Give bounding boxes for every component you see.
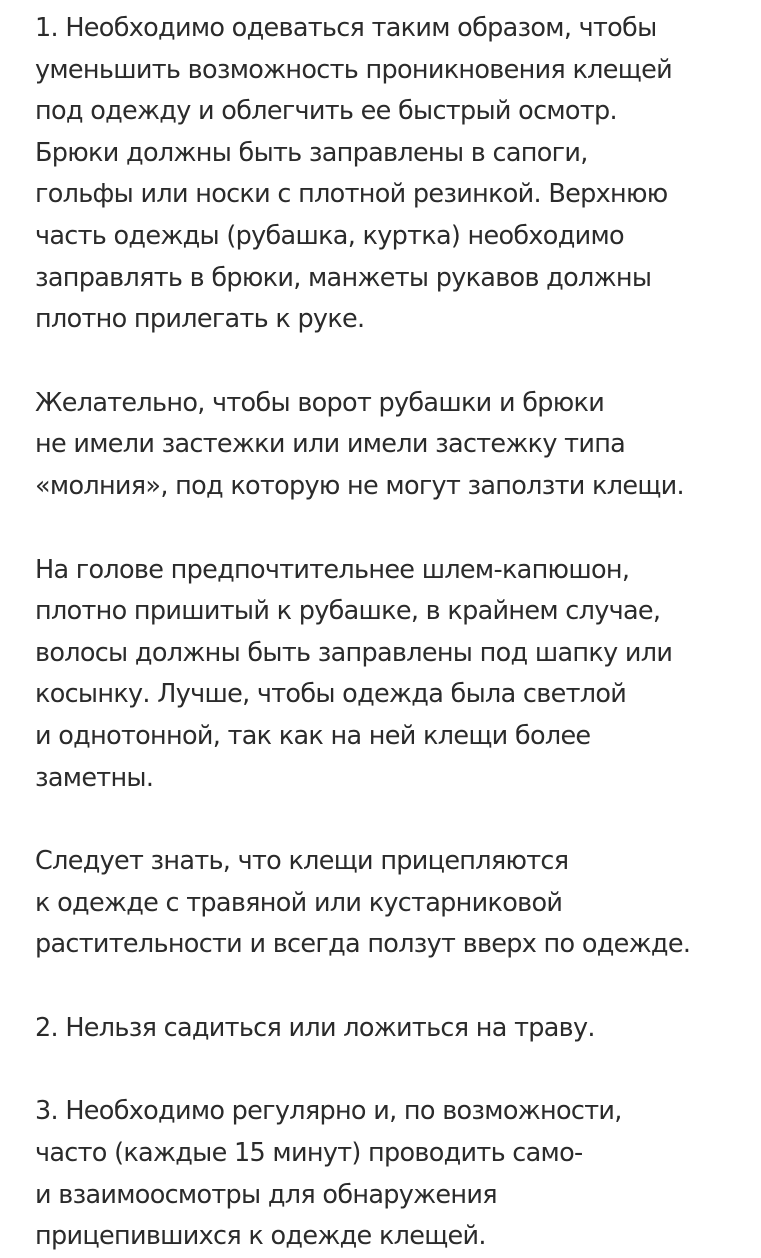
text-line: заправлять в брюки, манжеты рукавов должны [35,262,652,293]
paragraph-head [35,550,747,800]
text-line: Следует знать, что клещи прицепляются [35,846,569,877]
text-line: часть одежды (рубашка, куртка) необходимо [35,220,624,251]
text-line: гольфы или носки с плотной резинкой. Верхнюю [35,179,668,210]
text-line: 2. Нельзя садиться или ложиться на траву. [35,1012,595,1043]
text-line: косынку. Лучше, чтобы одежда была светлой [35,679,627,710]
text-line: под одежду и облегчить ее быстрый осмотр. [35,96,617,127]
text-line: плотно прилегать к руке. [35,304,365,335]
text-line: заметны. [35,762,154,793]
text-line: На голове предпочтительнее шлем-капюшон, [35,554,630,585]
paragraph-clothing [35,8,747,341]
text-line: и однотонной, так как на ней клещи более [35,720,591,751]
article-body [35,8,747,1258]
text-line: 3. Необходимо регулярно и, по возможности, [35,1096,622,1127]
text-line: прицепившихся к одежде клещей. [35,1221,486,1252]
text-line: к одежде с травяной или кустарниковой [35,887,563,918]
text-line: и взаимоосмотры для обнаружения [35,1179,497,1210]
paragraph-rule-2 [35,1008,747,1050]
text-line: плотно пришитый к рубашке, в крайнем случае, [35,596,661,627]
paragraph-collar [35,383,747,508]
text-line: часто (каждые 15 минут) проводить само- [35,1138,583,1169]
text-line: «молния», под которую не могут заползти клещи. [35,470,684,501]
text-line: растительности и всегда ползут вверх по одежде. [35,929,691,960]
paragraph-tick-behavior [35,841,747,966]
text-line: волосы должны быть заправлены под шапку или [35,637,673,668]
text-line: Желательно, чтобы ворот рубашки и брюки [35,387,605,418]
text-line: уменьшить возможность проникновения клещей [35,54,672,85]
paragraph-rule-3 [35,1091,747,1257]
text-line: Брюки должны быть заправлены в сапоги, [35,137,588,168]
text-line: не имели застежки или имели застежку типа [35,429,626,460]
text-line: 1. Необходимо одеваться таким образом, чтобы [35,13,657,43]
